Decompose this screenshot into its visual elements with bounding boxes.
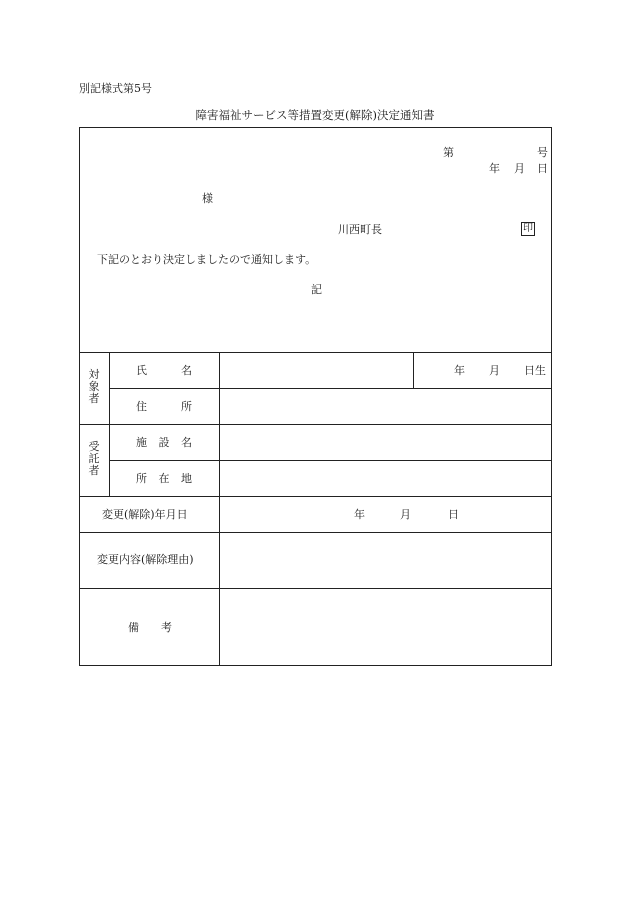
- change-date-label: 変更(解除)年月日: [102, 508, 188, 521]
- number-prefix: 第: [443, 146, 454, 159]
- name-field[interactable]: [220, 353, 413, 388]
- change-date-year: 年: [354, 508, 365, 521]
- name-label: 氏 名: [136, 364, 192, 377]
- birth-day-label: 日生: [524, 364, 546, 377]
- birth-month-label: 月: [489, 364, 500, 377]
- change-content-field[interactable]: [220, 533, 551, 588]
- facility-name-field[interactable]: [220, 425, 551, 460]
- column-divider: [109, 352, 110, 496]
- column-divider: [413, 352, 414, 388]
- issue-date-month: 月: [514, 162, 525, 175]
- remarks-label: 備 考: [128, 621, 172, 634]
- facility-name-label: 施 設 名: [136, 436, 192, 449]
- form-id: 別記様式第5号: [79, 82, 152, 95]
- group-label-contractor: 受託者: [88, 440, 100, 477]
- issuer-name: 川西町長: [338, 223, 382, 236]
- seal-mark: 印: [523, 223, 533, 234]
- change-date-month: 月: [400, 508, 411, 521]
- issue-date-year: 年: [489, 162, 500, 175]
- change-date-day: 日: [448, 508, 459, 521]
- row-divider: [80, 496, 551, 497]
- birth-year-label: 年: [454, 364, 465, 377]
- remarks-field[interactable]: [220, 589, 551, 665]
- address-label: 住 所: [136, 400, 192, 413]
- notice-form-frame: [79, 127, 552, 666]
- issue-date-day: 日: [537, 162, 548, 175]
- number-suffix: 号: [537, 146, 548, 159]
- group-label-subject: 対象者: [88, 368, 100, 405]
- facility-location-field[interactable]: [220, 461, 551, 496]
- facility-location-label: 所 在 地: [136, 472, 192, 485]
- ki-heading: 記: [311, 283, 322, 296]
- notice-body-text: 下記のとおり決定しましたので通知します。: [97, 253, 317, 266]
- change-content-label: 変更内容(解除理由): [97, 553, 194, 566]
- addressee-suffix: 様: [202, 192, 213, 205]
- address-field[interactable]: [220, 389, 551, 424]
- document-title: 障害福祉サービス等措置変更(解除)決定通知書: [195, 108, 435, 122]
